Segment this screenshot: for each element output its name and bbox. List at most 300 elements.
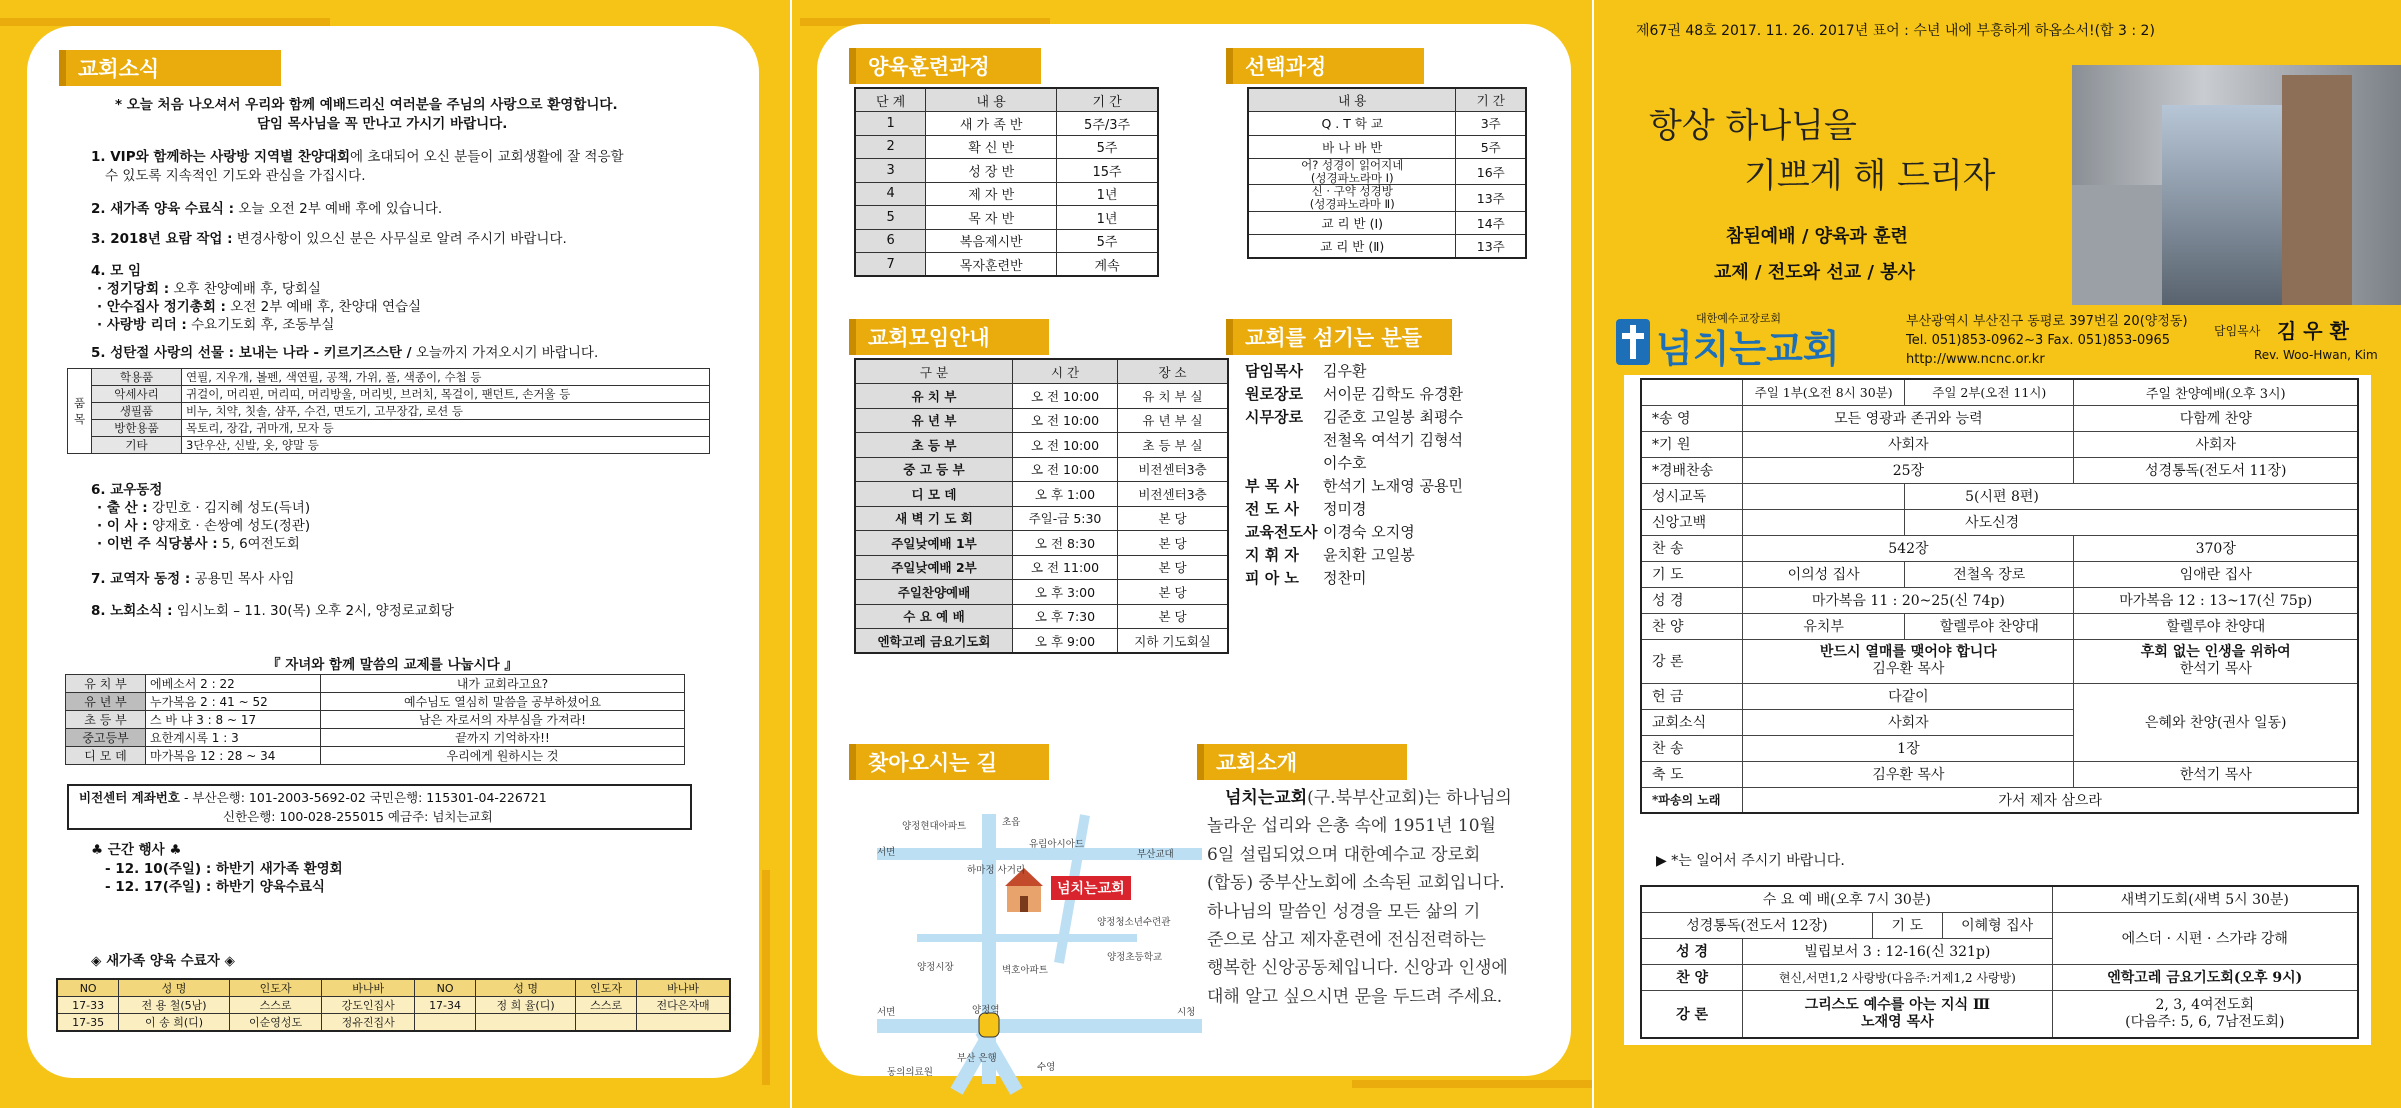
table-cell: 한석기 목사: [2179, 661, 2252, 677]
intro-line: 6일 설립되었으며 대한예수교 장로회: [1207, 844, 1481, 865]
cross-logo-icon: [1616, 319, 1650, 365]
table-cell: 본 당: [1118, 555, 1228, 580]
table-cell: 정 희 율(디): [476, 997, 576, 1014]
decor-stripe: [762, 870, 770, 1085]
table-cell: Q . T 학 교: [1248, 112, 1456, 136]
column-header: 성 명: [476, 979, 576, 997]
map-label: 동의의료원: [887, 1067, 933, 1078]
table-cell: [1641, 379, 1743, 405]
table-cell: 찬 송: [1641, 735, 1743, 761]
table-row: [855, 629, 1228, 654]
table-cell: *기 원: [1641, 431, 1743, 457]
dept-name: 초 등 부: [66, 711, 146, 729]
column-header: NO: [57, 979, 119, 997]
table-cell: 2, 3, 4여전도회: [2155, 996, 2255, 1013]
table-cell: · 정기당회 :: [97, 281, 170, 297]
table-cell: 오전 2부 예배 후, 찬양대 연습실: [225, 299, 422, 315]
bible-topic: 우리에게 원하시는 것: [321, 747, 685, 765]
table-cell: 주일낮예배 1부: [855, 531, 1012, 556]
table-cell: 성시교독: [1641, 483, 1743, 509]
staff-row: [1245, 521, 1555, 544]
map-label: 양정청소년수련관: [1097, 917, 1171, 928]
table-row: [855, 384, 1228, 409]
table-cell: 비전센터3층: [1118, 482, 1228, 507]
table-cell: 수 요 예 배: [855, 604, 1012, 629]
table-cell: 찬 양: [1641, 964, 1743, 990]
table-cell: 5: [855, 206, 926, 230]
table-cell: 2: [855, 135, 926, 159]
intro-line: 놀라운 섭리와 은총 속에 1951년 10월: [1207, 816, 1496, 837]
table-cell: *송 영: [1641, 405, 1743, 431]
table-cell: 제 자 반: [926, 182, 1057, 206]
church-url[interactable]: http://www.ncnc.or.kr: [1906, 352, 2045, 367]
table-cell: 빌립보서 3 : 12-16(신 321p): [1743, 938, 2052, 964]
table-cell: 전 용 철(5남): [119, 997, 229, 1014]
table-cell: *경배찬송: [1641, 457, 1743, 483]
table-cell: 마가복음 11 : 20~25(신 74p): [1743, 587, 2074, 613]
staff-names: 한석기 노재영 공용민: [1323, 477, 1463, 495]
table-cell: 성경통독(전도서 11장): [2074, 457, 2358, 483]
column-header: 바나바: [322, 979, 415, 997]
table-cell: 헌 금: [1641, 683, 1743, 709]
map-label: 시청: [1177, 1007, 1196, 1018]
dept-name: 유 치 부: [66, 675, 146, 693]
church-address: 부산광역시 부산진구 동평로 397번길 20(양정동): [1906, 314, 2188, 329]
item-list: 귀걸이, 머리핀, 머리띠, 머리방울, 머리빗, 브러치, 목걸이, 팬던트, 손거울 등: [182, 386, 710, 403]
table-cell: 할렐루야 찬양대: [2074, 613, 2358, 639]
staff-names: 서이문 김학도 유경환: [1323, 385, 1463, 403]
item-category: 방한용품: [92, 420, 182, 437]
table-cell: 13주: [1456, 235, 1526, 259]
table-row: [1248, 112, 1526, 136]
table-cell: 강 론: [1641, 990, 1743, 1038]
event-item: - 12. 10(주일) : 하반기 새가족 환영회: [105, 861, 343, 877]
table-row: [1248, 235, 1526, 259]
table-cell: 5(시편 8편): [1905, 483, 2358, 509]
news-item: 수 있도록 지속적인 기도와 관심을 가집시다.: [105, 168, 366, 184]
staff-list: [1245, 360, 1555, 590]
gift-item-row: [68, 437, 710, 454]
table-cell: 새 벽 기 도 회: [855, 506, 1012, 531]
news-item: 4. 모 임: [91, 263, 142, 279]
news-item: [91, 602, 454, 621]
table-cell: 15주: [1057, 159, 1158, 183]
map-label: 양정시장: [917, 962, 954, 973]
staff-names: 이경숙 오지영: [1323, 523, 1415, 541]
table-cell: 5. 성탄절 사랑의 선물 : 보내는 나라 - 키르기즈스탄 /: [91, 345, 412, 361]
table-cell: 오 전 10:00: [1012, 408, 1117, 433]
section-title: 교회소개: [1197, 744, 1407, 780]
programs-card: [817, 24, 1571, 1076]
vision-line: 참된예배 / 양육과 훈련: [1726, 226, 1908, 247]
table-cell: 새 가 족 반: [926, 112, 1057, 136]
news-card: [27, 26, 759, 1078]
table-cell: 스스로: [576, 997, 637, 1014]
item-category: 기타: [92, 437, 182, 454]
news-subitem: [97, 535, 300, 554]
pastor-label: 담임목사: [2214, 324, 2261, 338]
table-cell: 14주: [1456, 211, 1526, 235]
table-cell: [637, 1014, 730, 1032]
staff-names: 정찬미: [1323, 569, 1367, 587]
map-road: [917, 934, 1137, 942]
table-cell: 찬 양: [1641, 613, 1743, 639]
bible-row: [66, 729, 685, 747]
staff-role: 시무장로: [1245, 408, 1303, 426]
table-cell: 가서 제자 삼으라: [1743, 787, 2358, 813]
table-cell: 스스로: [229, 997, 322, 1014]
table-cell: 오후 찬양예배 후, 당회실: [169, 281, 321, 297]
location-map: [877, 814, 1202, 1084]
table-cell: 기 도: [1872, 912, 1942, 938]
staff-role: 지 휘 자: [1245, 546, 1299, 564]
staff-row: [1245, 406, 1555, 429]
table-cell: 오늘까지 가져오시기 바랍니다.: [411, 345, 599, 361]
table-cell: 사회자: [1743, 431, 2074, 457]
slogan: 항상 하나님을: [1649, 106, 1857, 146]
section-title: 찾아오시는 길: [849, 744, 1049, 780]
table-cell: 5주: [1456, 135, 1526, 159]
header-bar: [1594, 0, 2401, 64]
map-road: [877, 1019, 1202, 1033]
table-cell: 김우환 목사: [1872, 661, 1945, 677]
column-header: 인도자: [576, 979, 637, 997]
account-line: - 부산은행: 101-2003-5692-02 국민은행: 115301-04-226721: [183, 790, 547, 805]
table-cell: 비전센터3층: [1118, 457, 1228, 482]
column-header: 바나바: [637, 979, 730, 997]
table-cell: 중 고 등 부: [855, 457, 1012, 482]
pastor-name: 김 우 환: [2277, 319, 2349, 343]
table-cell: 5주: [1057, 229, 1158, 253]
table-cell: 1: [855, 112, 926, 136]
table-cell: 성 경: [1641, 587, 1743, 613]
table-cell: 16주: [1456, 159, 1526, 185]
table-cell: 엔학고레 금요기도회: [855, 629, 1012, 654]
item-list: 비누, 치약, 칫솔, 샴푸, 수건, 면도기, 고무장갑, 로션 등: [182, 403, 710, 420]
church-name: 넘치는교회: [1656, 327, 1840, 371]
table-cell: 교회소식: [1641, 709, 1743, 735]
section-title: 양육훈련과정: [849, 48, 1041, 84]
column-header: 장 소: [1118, 359, 1228, 384]
section-title: 교회모임안내: [849, 319, 1049, 355]
table-cell: 기 도: [1641, 561, 1743, 587]
table-cell: (다음주: 5, 6, 7남전도회): [2125, 1013, 2285, 1030]
bible-row: [66, 693, 685, 711]
table-cell: 25장: [1743, 457, 2074, 483]
table-cell: 목 자 반: [926, 206, 1057, 230]
welcome-line: * 오늘 처음 나오셔서 우리와 함께 예배드리신 여러분을 주님의 사랑으로 환영합니다.: [115, 97, 618, 113]
table-row: [855, 229, 1158, 253]
panel-news: [0, 0, 790, 1108]
table-row: [855, 135, 1158, 159]
table-cell: 지하 기도회실: [1118, 629, 1228, 654]
column-header: NO: [415, 979, 476, 997]
table-cell: 17-33: [57, 997, 119, 1014]
staff-role: 교육전도사: [1245, 523, 1318, 541]
bible-table-title: 『 자녀와 함께 말씀의 교제를 나눕시다 』: [267, 657, 518, 673]
decor-stripe: [0, 18, 330, 26]
bible-topic: 남은 자로서의 자부심을 가져라!: [321, 711, 685, 729]
account-box: [67, 784, 692, 830]
staff-names: 전철옥 여석기 김형석: [1323, 431, 1463, 449]
news-item: 6. 교우동정: [91, 482, 163, 498]
table-cell: 신 · 구약 성경방 (성경파노라마 Ⅱ): [1248, 185, 1456, 211]
table-cell: 오 전 10:00: [1012, 384, 1117, 409]
table-cell: 초 등 부 실: [1118, 433, 1228, 458]
table-cell: 노재영 목사: [1861, 1013, 1934, 1030]
table-row: [855, 506, 1228, 531]
staff-names: 김준호 고일봉 최평수: [1323, 408, 1463, 426]
church-building-photo: [2072, 65, 2401, 305]
column-header: 단 계: [855, 88, 926, 112]
table-cell: 다같이: [1743, 683, 2074, 709]
table-cell: 사회자: [1743, 709, 2074, 735]
bible-table: [65, 674, 685, 765]
table-cell: 임애란 집사: [2074, 561, 2358, 587]
table-cell: 이순영성도: [229, 1014, 322, 1032]
denomination: 대한예수교장로회: [1696, 312, 1782, 325]
table-row: [1248, 211, 1526, 235]
table-cell: 6: [855, 229, 926, 253]
table-cell: 교 리 반 (Ⅰ): [1248, 211, 1456, 235]
table-cell: 에스더 · 시편 · 스가랴 강해: [2052, 912, 2358, 964]
table-cell: 전철옥 장로: [1905, 561, 2074, 587]
table-cell: · 이 사 :: [97, 518, 148, 534]
table-cell: 오 전 11:00: [1012, 555, 1117, 580]
table-cell: 이의성 집사: [1743, 561, 1905, 587]
table-cell: 주일 1부(오전 8시 30분): [1743, 379, 1905, 405]
item-category: 생필품: [92, 403, 182, 420]
table-cell: 13주: [1456, 185, 1526, 211]
gift-item-row: [68, 369, 710, 386]
map-label: 부산 은행: [957, 1053, 997, 1064]
table-cell: 공용민 목사 사임: [190, 571, 295, 587]
bible-ref: 누가복음 2 : 41 ~ 52: [146, 693, 321, 711]
table-cell: 은혜와 찬양(권사 일동): [2074, 683, 2358, 761]
table-cell: 2. 새가족 양육 수료식 :: [91, 201, 235, 217]
staff-row: [1245, 475, 1555, 498]
intro-line: 행복한 신앙공동체입니다. 신앙과 인생에: [1207, 958, 1508, 979]
map-label: 서면: [877, 847, 896, 858]
sunday-order-table: [1640, 378, 2359, 814]
table-cell: 7: [855, 253, 926, 277]
table-cell: 목자훈련반: [926, 253, 1057, 277]
map-label: 초읍: [1002, 817, 1021, 828]
staff-names: 이수호: [1323, 454, 1367, 472]
table-row: [1248, 159, 1526, 185]
table-cell: 1. VIP와 함께하는 사랑방 지역별 찬양대회: [91, 149, 351, 165]
table-cell: 유 년 부 실: [1118, 408, 1228, 433]
staff-role: 원로장로: [1245, 385, 1303, 403]
table-cell: 유치부: [1743, 613, 1905, 639]
bible-topic: 예수님도 열심히 말씀을 공부하셨어요: [321, 693, 685, 711]
meetings-table: [854, 358, 1229, 654]
welcome-line: 담임 목사님을 꼭 만나고 가시기 바랍니다.: [257, 116, 508, 132]
table-cell: 주일-금 5:30: [1012, 506, 1117, 531]
table-row: [855, 531, 1228, 556]
map-label: 양정초등학교: [1107, 952, 1163, 963]
section-title: 교회를 섬기는 분들: [1226, 319, 1452, 355]
table-cell: 변경사항이 있으신 분은 사무실로 알려 주시기 바랍니다.: [232, 231, 567, 247]
table-cell: 그리스도 예수를 아는 지식 Ⅲ: [1804, 996, 1991, 1013]
table-cell: 바 나 바 반: [1248, 135, 1456, 159]
staff-role: 전 도 사: [1245, 500, 1299, 518]
column-header: 시 간: [1012, 359, 1117, 384]
table-cell: 주일 2부(오전 11시): [1905, 379, 2074, 405]
table-cell: 성 장 반: [926, 159, 1057, 183]
column-header: 내 용: [926, 88, 1057, 112]
staff-row: [1245, 383, 1555, 406]
decor-stripe: [1352, 1080, 1592, 1088]
table-cell: 확 신 반: [926, 135, 1057, 159]
vision-line: 교제 / 전도와 선교 / 봉사: [1714, 262, 1915, 283]
table-cell: 후회 없는 인생을 위하여: [2140, 644, 2291, 661]
table-cell: 교 리 반 (Ⅱ): [1248, 235, 1456, 259]
table-cell: 엔학고레 금요기도회(오후 9시): [2052, 964, 2358, 990]
bible-row: [66, 747, 685, 765]
news-subitem: [97, 316, 334, 335]
table-cell: 양재호 · 손쌍예 성도(정관): [147, 518, 311, 534]
table-row: [855, 555, 1228, 580]
table-cell: 정유진집사: [322, 1014, 415, 1032]
table-cell: 어? 성경이 읽어지네 (성경파노라마 Ⅰ): [1248, 159, 1456, 185]
table-cell: 오늘 오전 2부 예배 후에 있습니다.: [234, 201, 443, 217]
bible-row: [66, 711, 685, 729]
table-row: [855, 482, 1228, 507]
table-cell: [476, 1014, 576, 1032]
bible-topic: 내가 교회라고요?: [321, 675, 685, 693]
items-label: 품목: [68, 369, 92, 454]
standing-note: ▶ *는 일어서 주시기 바랍니다.: [1656, 853, 1845, 869]
table-row: [855, 112, 1158, 136]
table-cell: 반드시 열매를 맺어야 합니다: [1819, 644, 1997, 661]
table-cell: 유 치 부: [855, 384, 1012, 409]
table-cell: 1장: [1743, 735, 2074, 761]
table-cell: 한석기 목사: [2074, 761, 2358, 787]
table-cell: 370장: [2074, 535, 2358, 561]
table-cell: [576, 1014, 637, 1032]
table-cell: · 사랑방 리더 :: [97, 317, 187, 333]
news-item: [91, 344, 598, 363]
table-cell: 강민호 · 김지혜 성도(득녀): [147, 500, 311, 516]
table-cell: [415, 1014, 476, 1032]
table-cell: 전다은자매: [637, 997, 730, 1014]
table-cell: 임시노회 – 11. 30(목) 오후 2시, 양정로교회당: [172, 603, 454, 619]
staff-names: 윤치환 고일봉: [1323, 546, 1415, 564]
panel-worship: [1594, 0, 2401, 1108]
table-row: [855, 408, 1228, 433]
map-label: 수영: [1037, 1062, 1056, 1073]
intro-line: 넘치는교회(구.북부산교회)는 하나님의: [1225, 788, 1512, 808]
table-cell: 이혜형 집사: [1942, 912, 2052, 938]
events-title: ♣ 근간 행사 ♣: [91, 842, 182, 858]
table-cell: 오 후 7:30: [1012, 604, 1117, 629]
table-cell: 계속: [1057, 253, 1158, 277]
table-cell: 초 등 부: [855, 433, 1012, 458]
table-cell: 오 전 10:00: [1012, 457, 1117, 482]
graduates-table: [56, 978, 731, 1032]
table-row: [855, 604, 1228, 629]
table-cell: 성경통독(전도서 12장): [1641, 912, 1872, 938]
table-cell: 새벽기도회(새벽 5시 30분): [2052, 886, 2358, 912]
weekday-order-table: [1640, 885, 2359, 1039]
staff-row: [1245, 360, 1555, 383]
bible-ref: 요한계시록 1 : 3: [146, 729, 321, 747]
account-line: 신한은행: 100-028-255015 예금주: 넘치는교회: [223, 809, 493, 824]
table-cell: 5주/3주: [1057, 112, 1158, 136]
event-item: - 12. 17(주일) : 하반기 양육수료식: [105, 879, 325, 895]
map-label: 유림아시아드: [1029, 839, 1085, 850]
table-cell: 성 경: [1641, 938, 1743, 964]
table-cell: 강도인집사: [322, 997, 415, 1014]
bible-ref: 마가복음 12 : 28 ~ 34: [146, 747, 321, 765]
gift-item-row: [68, 386, 710, 403]
news-item: [91, 230, 567, 249]
item-category: 악세사리: [92, 386, 182, 403]
table-cell: 디 모 데: [855, 482, 1012, 507]
table-cell: 본 당: [1118, 531, 1228, 556]
table-cell: · 출 산 :: [97, 500, 148, 516]
table-row: [855, 457, 1228, 482]
table-cell: 17-35: [57, 1014, 119, 1032]
table-cell: 8. 노회소식 :: [91, 603, 173, 619]
table-cell: 에 초대되어 오신 분들이 교회생활에 잘 적응할: [350, 149, 624, 165]
table-cell: 본 당: [1118, 506, 1228, 531]
table-cell: 주일찬양예배: [855, 580, 1012, 605]
dept-name: 중고등부: [66, 729, 146, 747]
gift-item-row: [68, 420, 710, 437]
pastor-name-en: Rev. Woo-Hwan, Kim: [2254, 348, 2378, 362]
table-cell: 3. 2018년 요람 작업 :: [91, 231, 233, 247]
table-row: [1248, 185, 1526, 211]
map-label: 벽호아파트: [1002, 965, 1048, 976]
table-cell: 축 도: [1641, 761, 1743, 787]
table-cell: 5주: [1057, 135, 1158, 159]
gift-items-table: [67, 368, 710, 454]
panel-programs: [792, 0, 1592, 1108]
table-cell: · 이번 주 식당봉사 :: [97, 536, 218, 552]
news-subitem: [97, 517, 310, 536]
staff-row: [1245, 544, 1555, 567]
elective-table: [1247, 87, 1527, 259]
column-header: 내 용: [1248, 88, 1456, 112]
staff-names: 김우환: [1323, 362, 1367, 380]
section-title: 선택과정: [1226, 48, 1424, 84]
table-row: [855, 253, 1158, 277]
map-label: 양정현대아파트: [902, 821, 967, 832]
intro-line: 준으로 삼고 제자훈련에 전심전력하는: [1207, 929, 1486, 950]
table-cell: 오 전 10:00: [1012, 433, 1117, 458]
table-cell: *파송의 노래: [1641, 787, 1743, 813]
table-cell: 주일 찬양예배(오후 3시): [2074, 379, 2358, 405]
table-cell: 신앙고백: [1641, 509, 1743, 535]
bible-ref: 에베소서 2 : 22: [146, 675, 321, 693]
news-subitem: [97, 298, 421, 317]
table-cell: 다함께 찬양: [2074, 405, 2358, 431]
table-cell: 유 치 부 실: [1118, 384, 1228, 409]
news-subitem: [97, 499, 310, 518]
column-header: 인도자: [229, 979, 322, 997]
staff-row: [1245, 429, 1555, 452]
slogan: 기쁘게 해 드리자: [1744, 156, 1996, 196]
staff-row: [1245, 498, 1555, 521]
table-cell: 수요기도회 후, 조동부실: [186, 317, 335, 333]
table-cell: 이 송 희(디): [119, 1014, 229, 1032]
table-cell: 4: [855, 182, 926, 206]
column-header: 기 간: [1057, 88, 1158, 112]
table-cell: 오 후 1:00: [1012, 482, 1117, 507]
gift-item-row: [68, 403, 710, 420]
